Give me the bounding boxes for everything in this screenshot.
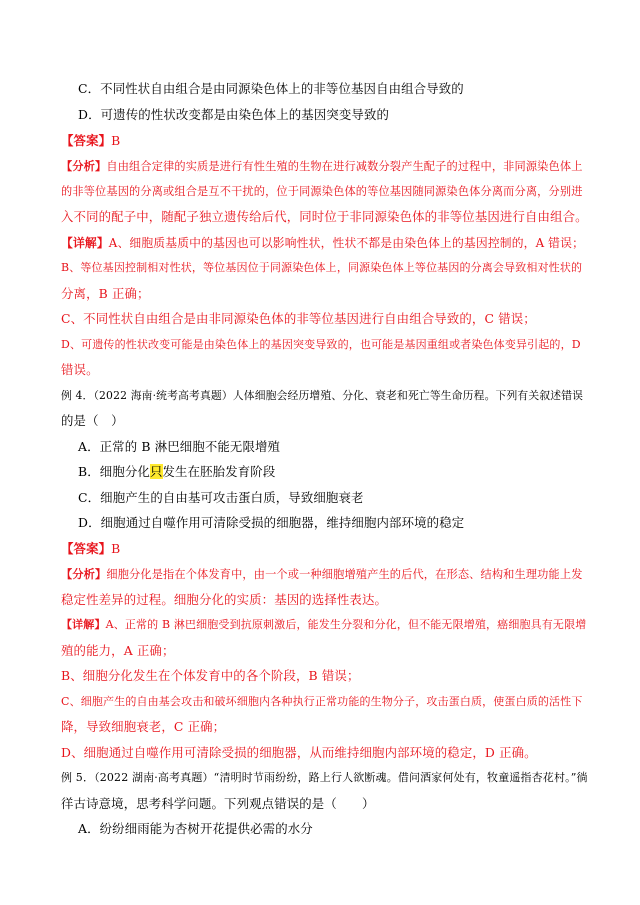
q3-detail-line-1 [61,234,584,252]
q3-detail-line-4: C、不同性状自由组合是由非同源染色体的非等位基因进行自由组合导致的，C 错误； [61,311,536,326]
q4-detail-line-6: D、细胞通过自噬作用可清除受损的细胞器，从而维持细胞内部环境的稳定，D 正确。 [61,745,537,760]
q4-option-d: D．细胞通过自噬作用可清除受损的细胞器，维持细胞内部环境的稳定 [78,515,465,530]
detail-label: 【详解】 [61,618,106,631]
detail-label: 【详解】 [61,236,109,250]
q3-analysis-line-1 [61,157,583,176]
q4-option-a: A．正常的 B 淋巴细胞不能无限增殖 [78,439,281,454]
q3-analysis-line-3: 入不同的配子中，随配子独立遗传给后代，同时位于非同源染色体的非等位基因进行自由组合。 [61,209,588,224]
q4-option-c: C．细胞产生的自由基可攻击蛋白质，导致细胞衰老 [78,490,364,505]
q4-analysis-line-2: 稳定性差异的过程。细胞分化的实质：基因的选择性表达。 [61,592,388,607]
option-b-text-rest: 发生在胚胎发育阶段 [162,464,276,479]
q4-detail-line-2: 殖的能力，A 正确； [61,643,175,658]
q4-answer [61,540,120,558]
detail-text: A、细胞质基质中的基因也可以影响性状，性状不都是由染色体上的基因控制的，A 错误； [108,236,585,250]
q4-detail-line-1 [61,616,586,634]
q4-detail-line-4: C、细胞产生的自由基会攻击和破坏细胞内各种执行正常功能的生物分子，攻击蛋白质，使蛋白质的活性下 [61,695,583,708]
analysis-label: 【分析】 [61,567,107,581]
q4-stem-line-1: 例 4．（2022 海南·统考高考真题）人体细胞会经历增殖、分化、衰老和死亡等生命历程。下列有关叙述错误 [61,389,584,402]
q3-option-d: D．可遗传的性状改变都是由染色体上的基因突变导致的 [78,107,390,122]
option-b-text: B．细胞分化 [78,464,150,479]
answer-value: B [111,133,121,148]
q3-analysis-line-2: 的非等位基因的分离或组合是互不干扰的，位于同源染色体的等位基因随同源染色体分离而分离，分别进 [61,185,583,198]
analysis-text: 自由组合定律的实质是进行有性生殖的生物在进行减数分裂产生配子的过程中，非同源染色体上 [106,160,583,173]
answer-label: 【答案】 [61,541,112,556]
analysis-label: 【分析】 [61,159,107,173]
q5-stem-line-1: 例 5．（2022 湖南·高考真题）“清明时节雨纷纷，路上行人欲断魂。借问酒家何处有，牧童遥指杏花村。”徜 [61,771,588,784]
q4-detail-line-5: 降，导致细胞衰老，C 正确； [61,719,226,734]
q5-option-a: A．纷纷细雨能为杏树开花提供必需的水分 [78,821,313,836]
q3-detail-line-5: D、可遗传的性状改变可能是由染色体上的基因突变导致的，也可能是基因重组或者染色体变异引起的，D [61,338,581,351]
analysis-text: 细胞分化是指在个体发育中，由一个或一种细胞增殖产生的后代，在形态、结构和生理功能上发 [106,568,583,581]
detail-text: A、正常的 B 淋巴细胞受到抗原刺激后，能发生分裂和分化，但不能无限增殖，癌细胞具有无限增 [105,618,587,631]
q5-stem-line-2: 徉古诗意境，思考科学问题。下列观点错误的是（ ） [61,796,375,811]
q3-detail-line-6: 错误。 [61,362,99,377]
q3-detail-line-3: 分离，B 正确； [61,286,150,301]
q4-detail-line-3: B、细胞分化发生在个体发育中的各个阶段，B 错误； [61,668,360,683]
q4-analysis-line-1 [61,565,583,584]
answer-label: 【答案】 [61,133,112,148]
q3-answer [61,132,120,150]
q4-stem-line-2: 的是（ ） [61,413,124,428]
q3-option-c: C．不同性状自由组合是由同源染色体上的非等位基因自由组合导致的 [78,81,464,96]
answer-value: B [111,541,121,556]
q4-option-b [78,463,275,481]
q3-detail-line-2: B、等位基因控制相对性状，等位基因位于同源染色体上，同源染色体上等位基因的分离会导致相对性状的 [61,261,583,274]
highlighted-word: 只 [149,464,163,479]
